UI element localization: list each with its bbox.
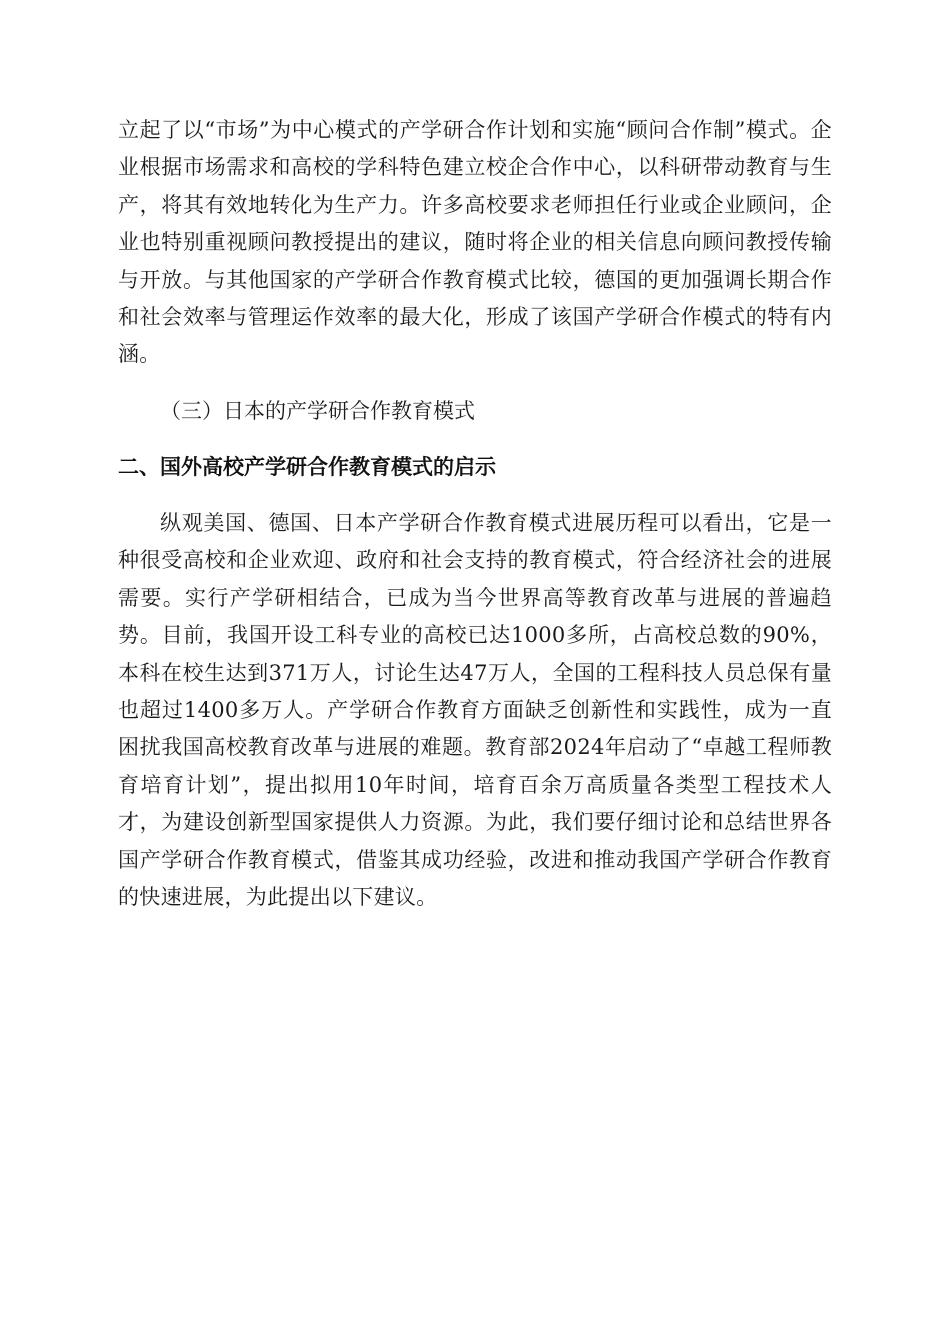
body-paragraph-germany-model: 立起了以“市场”为中心模式的产学研合作计划和实施“顾问合作制”模式。企业根据市场需求和高校的学科特色建立校企合作中心，以科研带动教育与生产，将其有效地转化为生产力。许多高校要求老师担任行业或企业顾问，企业也特别重视顾问教授提出的建议，随时将企业的相关信息向顾问教授传输与开放。与其他国家的产学研合作教育模式比较，德国的更加强调长期合作和社会效率与管理运作效率的最大化，形成了该国产学研合作模式的特有内涵。 (118, 118, 832, 367)
body-paragraph-inspiration: 纵观美国、德国、日本产学研合作教育模式进展历程可以看出，它是一种很受高校和企业欢迎、政府和社会支持的教育模式，符合经济社会的进展需要。实行产学研相结合，已成为当今世界高等教育改革与进展的普遍趋势。目前，我国开设工科专业的高校已达1000多所，占高校总数的90%，本科在校生达到371万人，讨论生达47万人，全国的工程科技人员总保有量也超过1400多万人。产学研合作教育方面缺乏创新性和实践性，成为一直困扰我国高校教育改革与进展的难题。教育部2024年启动了“卓越工程师教育培育计划”，提出拟用10年时间，培育百余万高质量各类型工程技术人才，为建设创新型国家提供人力资源。为此，我们要仔细讨论和总结世界各国产学研合作教育模式，借鉴其成功经验，改进和推动我国产学研合作教育的快速进展，为此提出以下建议。 (118, 511, 832, 910)
section-subheading-japan: （三）日本的产学研合作教育模式 (160, 399, 475, 423)
section-heading-inspiration: 二、国外高校产学研合作教育模式的启示 (118, 455, 496, 479)
